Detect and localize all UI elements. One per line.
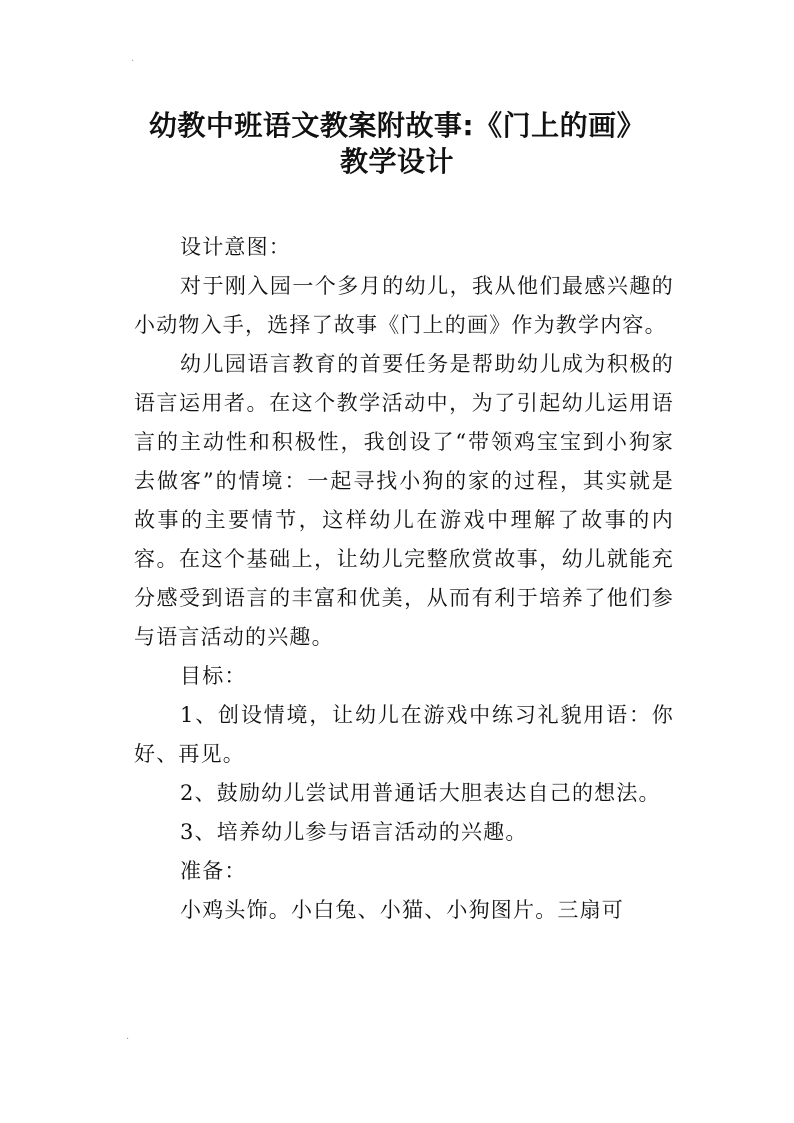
heading-goals: 目标： [180, 664, 247, 688]
heading-preparation: 准备： [180, 859, 247, 883]
paragraph-intent-1: 对于刚入园一个多月的幼儿，我从他们最感兴趣的小动物入手，选择了故事《门上的画》作为教学内容。 [134, 274, 674, 337]
goal-item-3: 3、培养幼儿参与语言活动的兴趣。 [180, 820, 528, 844]
scan-speck: · [126, 1034, 130, 1045]
goal-item-2: 2、鼓励幼儿尝试用普通话大胆表达自己的想法。 [180, 781, 661, 805]
document-title-line-2: 教学设计 [339, 145, 454, 178]
goal-item-1: 1、创设情境，让幼儿在游戏中练习礼貌用语：你好、再见。 [134, 703, 674, 766]
document-body [134, 228, 674, 930]
document-title-line-1: 幼教中班语文教案附故事:《门上的画》 [148, 109, 646, 142]
preparation-text: 小鸡头饰。小白兔、小猫、小狗图片。三扇可 [180, 898, 624, 922]
heading-design-intent: 设计意图： [180, 235, 291, 259]
paragraph-intent-2: 幼儿园语言教育的首要任务是帮助幼儿成为积极的语言运用者。在这个教学活动中，为了引起幼儿运用语言的主动性和积极性，我创设了“带领鸡宝宝到小狗家去做客”的情境：一起寻找小狗的家的过程，其实就是故事的主要情节，这样幼儿在游戏中理解了故事的内容。在这个基础上，让幼儿完整欣赏故事，幼儿就能充分感受到语言的丰富和优美，从而有利于培养了他们参与语言活动的兴趣。 [134, 352, 674, 649]
scan-speck: · [131, 56, 135, 67]
